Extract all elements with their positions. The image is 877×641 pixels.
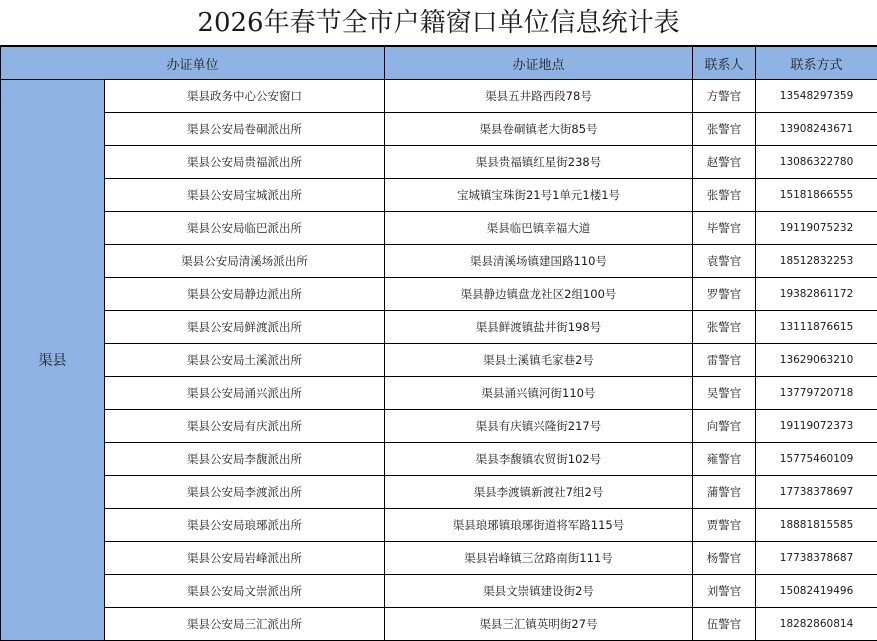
page-title: 2026年春节全市户籍窗口单位信息统计表: [0, 0, 877, 46]
table-row: [1, 443, 877, 476]
phone-cell: 18881815585: [756, 509, 877, 542]
table-row: [1, 476, 877, 509]
phone-cell: 19382861172: [756, 278, 877, 311]
table-row: [1, 344, 877, 377]
phone-cell: 13908243671: [756, 113, 877, 146]
unit-cell: 渠县公安局文崇派出所: [105, 575, 385, 608]
unit-cell: 渠县公安局静边派出所: [105, 278, 385, 311]
phone-cell: 19119072373: [756, 410, 877, 443]
unit-cell: 渠县公安局宝城派出所: [105, 179, 385, 212]
phone-cell: 17738378697: [756, 476, 877, 509]
table-body: [1, 80, 877, 641]
contact-cell: 刘警官: [693, 575, 756, 608]
contact-cell: 毕警官: [693, 212, 756, 245]
table-row: [1, 542, 877, 575]
table-row: [1, 311, 877, 344]
table-row: [1, 245, 877, 278]
address-cell: 渠县三汇镇英明街27号: [385, 608, 693, 641]
header-contact: 联系人: [693, 47, 756, 80]
unit-cell: 渠县公安局三汇派出所: [105, 608, 385, 641]
unit-cell: 渠县公安局有庆派出所: [105, 410, 385, 443]
phone-cell: 17738378687: [756, 542, 877, 575]
contact-cell: 贾警官: [693, 509, 756, 542]
address-cell: 渠县卷硐镇老大街85号: [385, 113, 693, 146]
phone-cell: 13548297359: [756, 80, 877, 113]
address-cell: 渠县临巴镇幸福大道: [385, 212, 693, 245]
unit-cell: 渠县公安局琅琊派出所: [105, 509, 385, 542]
address-cell: 渠县土溪镇毛家巷2号: [385, 344, 693, 377]
header-phone: 联系方式: [756, 47, 877, 80]
phone-cell: 18512832253: [756, 245, 877, 278]
address-cell: 渠县文崇镇建设街2号: [385, 575, 693, 608]
unit-cell: 渠县公安局涌兴派出所: [105, 377, 385, 410]
contact-cell: 袁警官: [693, 245, 756, 278]
phone-cell: 13111876615: [756, 311, 877, 344]
phone-cell: 13086322780: [756, 146, 877, 179]
address-cell: 渠县琅琊镇琅琊街道将军路115号: [385, 509, 693, 542]
address-cell: 宝城镇宝珠街21号1单元1楼1号: [385, 179, 693, 212]
phone-cell: 15082419496: [756, 575, 877, 608]
contact-cell: 蒲警官: [693, 476, 756, 509]
address-cell: 渠县静边镇盘龙社区2组100号: [385, 278, 693, 311]
table-row: [1, 146, 877, 179]
unit-cell: 渠县公安局李馥派出所: [105, 443, 385, 476]
address-cell: 渠县鲜渡镇盐井街198号: [385, 311, 693, 344]
address-cell: 渠县李渡镇新渡社7组2号: [385, 476, 693, 509]
table-row: [1, 575, 877, 608]
table-row: [1, 410, 877, 443]
unit-cell: 渠县公安局岩峰派出所: [105, 542, 385, 575]
table-row: [1, 179, 877, 212]
table-row: [1, 80, 877, 113]
unit-cell: 渠县公安局李渡派出所: [105, 476, 385, 509]
address-cell: 渠县涌兴镇河街110号: [385, 377, 693, 410]
phone-cell: 13779720718: [756, 377, 877, 410]
contact-cell: 赵警官: [693, 146, 756, 179]
phone-cell: 19119075232: [756, 212, 877, 245]
phone-cell: 15775460109: [756, 443, 877, 476]
contact-cell: 伍警官: [693, 608, 756, 641]
address-cell: 渠县贵福镇红星街238号: [385, 146, 693, 179]
address-cell: 渠县有庆镇兴隆街217号: [385, 410, 693, 443]
registration-window-table: [0, 46, 877, 641]
table-row: [1, 212, 877, 245]
contact-cell: 方警官: [693, 80, 756, 113]
table-row: [1, 278, 877, 311]
unit-cell: 渠县公安局贵福派出所: [105, 146, 385, 179]
table-row: [1, 608, 877, 641]
contact-cell: 雍警官: [693, 443, 756, 476]
address-cell: 渠县李馥镇农贸街102号: [385, 443, 693, 476]
contact-cell: 张警官: [693, 311, 756, 344]
address-cell: 渠县岩峰镇三岔路南街111号: [385, 542, 693, 575]
unit-cell: 渠县政务中心公安窗口: [105, 80, 385, 113]
contact-cell: 雷警官: [693, 344, 756, 377]
phone-cell: 13629063210: [756, 344, 877, 377]
contact-cell: 吴警官: [693, 377, 756, 410]
unit-cell: 渠县公安局清溪场派出所: [105, 245, 385, 278]
address-cell: 渠县清溪场镇建国路110号: [385, 245, 693, 278]
unit-cell: 渠县公安局临巴派出所: [105, 212, 385, 245]
header-address: 办证地点: [385, 47, 693, 80]
table-row: [1, 509, 877, 542]
contact-cell: 杨警官: [693, 542, 756, 575]
contact-cell: 张警官: [693, 113, 756, 146]
unit-cell: 渠县公安局卷硐派出所: [105, 113, 385, 146]
contact-cell: 向警官: [693, 410, 756, 443]
county-cell: 渠县: [1, 80, 105, 641]
contact-cell: 张警官: [693, 179, 756, 212]
table-row: [1, 113, 877, 146]
contact-cell: 罗警官: [693, 278, 756, 311]
address-cell: 渠县五井路西段78号: [385, 80, 693, 113]
phone-cell: 18282860814: [756, 608, 877, 641]
table-row: [1, 377, 877, 410]
header-unit: 办证单位: [1, 47, 385, 80]
table-header-row: [1, 47, 877, 80]
phone-cell: 15181866555: [756, 179, 877, 212]
unit-cell: 渠县公安局土溪派出所: [105, 344, 385, 377]
unit-cell: 渠县公安局鲜渡派出所: [105, 311, 385, 344]
